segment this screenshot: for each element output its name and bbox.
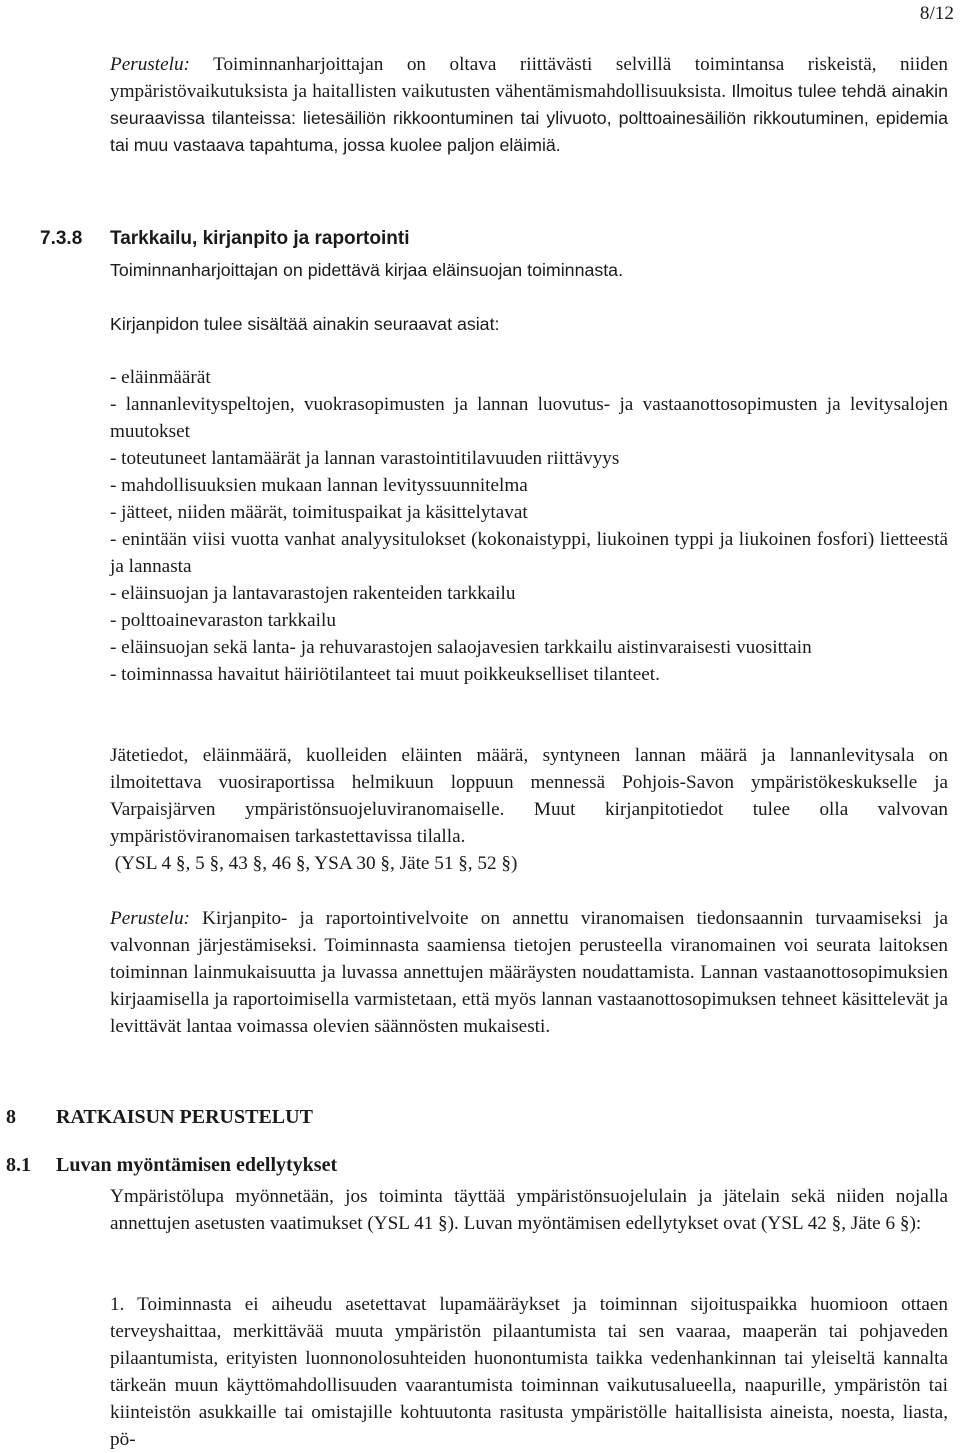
record-keeping-list	[110, 364, 948, 688]
list-item: - eläinsuojan ja lantavarastojen rakenteiden tarkkailu	[110, 583, 516, 604]
perustelu-label: Perustelu:	[110, 908, 190, 929]
list-item: - lannanlevityspeltojen, vuokrasopimusten ja lannan luovutus- ja vastaanottosopimusten ja levitysalojen muutokset	[110, 394, 948, 442]
page-number: 8/12	[919, 3, 954, 24]
list-item: - eläinmäärät	[110, 367, 211, 388]
legal-reference: (YSL 4 §, 5 §, 43 §, 46 §, YSA 30 §, Jäte 51 §, 52 §)	[110, 853, 518, 874]
list-item: - mahdollisuuksien mukaan lannan levityssuunnitelma	[110, 475, 528, 496]
perustelu-text: Toiminnanharjoittajan on oltava riittävästi selvillä toimintansa riskeistä, niiden ympäristövaikutuksista ja haitallisten vaikutusten vähentämismahdollisuuksista.	[110, 54, 948, 102]
paragraph-perustelu-reporting	[110, 905, 948, 1040]
perustelu-label: Perustelu:	[110, 54, 190, 75]
section-title: Luvan myöntämisen edellytykset	[56, 1154, 338, 1176]
section-number: 8.1	[6, 1154, 31, 1176]
list-item: - eläinsuojan sekä lanta- ja rehuvarastojen salaojavesien tarkkailu aistinvaraisesti vuosittain	[110, 637, 812, 658]
section-heading-7-3-8	[40, 223, 409, 252]
waste-data-paragraph: Jätetiedot, eläinmäärä, kuolleiden eläinten määrä, syntyneen lannan määrä ja lannanlevitysala on ilmoitettava vuosiraportissa helmikuun loppuun mennessä Pohjois-Savon ympäristökeskukselle ja Varpaisjärven ympäristönsuojeluviranomaiselle. Muut kirjanpitotiedot tulee olla valvovan ympäristöviranomaisen tarkastettavissa tilalla.	[110, 745, 948, 847]
list-item: - toteutuneet lantamäärät ja lannan varastointitilavuuden riittävyys	[110, 448, 620, 469]
list-item: - enintään viisi vuotta vanhat analyysitulokset (kokonaistyppi, liukoinen typpi ja liukoinen fosfori) lietteestä ja lannasta	[110, 529, 948, 577]
paragraph-perustelu-risks	[110, 51, 948, 159]
record-keeping-intro: Toiminnanharjoittajan on pidettävä kirjaa eläinsuojan toiminnasta.	[110, 260, 624, 280]
section-heading-8-1	[6, 1152, 337, 1179]
section-title: RATKAISUN PERUSTELUT	[56, 1106, 313, 1128]
section-number: 7.3.8	[40, 228, 83, 249]
record-keeping-lead: Kirjanpidon tulee sisältää ainakin seuraavat asiat:	[110, 314, 500, 334]
list-item: - jätteet, niiden määrät, toimituspaikat ja käsittelytavat	[110, 502, 528, 523]
section-title: Tarkkailu, kirjanpito ja raportointi	[110, 228, 410, 249]
list-item: - toiminnassa havaitut häiriötilanteet tai muut poikkeukselliset tilanteet.	[110, 664, 660, 685]
notification-text: Ilmoitus tulee tehdä ainakin seuraavissa tilanteissa: lietesäiliön rikkoontuminen tai ylivuoto, polttoainesäiliön rikkoutuminen, epidemia tai muu vastaava tapahtuma, jossa kuolee paljon eläimiä.	[110, 81, 948, 155]
permit-conditions-paragraph: Ympäristölupa myönnetään, jos toiminta täyttää ympäristönsuojelulain ja jätelain sekä niiden nojalla annettujen asetusten vaatimukset (YSL 41 §). Luvan myöntämisen edellytykset ovat (YSL 42 §, Jäte 6 §):	[110, 1186, 948, 1234]
section-heading-8	[6, 1104, 313, 1131]
list-item: - polttoainevaraston tarkkailu	[110, 610, 336, 631]
section-number: 8	[6, 1106, 16, 1128]
permit-condition-item-1: 1. Toiminnasta ei aiheudu asetettavat lupamääräykset ja toiminnan sijoituspaikka huomioon ottaen terveyshaittaa, merkittävää muuta ympäristön pilaantumista tai sen vaaraa, maaperän tai pohjaveden pilaantumista, erityisten luonnonolosuhteiden huonontumista taikka vedenhankinnan tai yleiseltä kannalta tärkeän muun käyttömahdollisuuden vaarantumista toiminnan vaikutusalueella, naapurille, ympäristön tai kiinteistön asukkaille tai omistajille kohtuutonta rasitusta ympäristölle haitallisista aineista, noesta, liasta, pö-	[110, 1294, 948, 1450]
perustelu-text: Kirjanpito- ja raportointivelvoite on annettu viranomaisen tiedonsaannin turvaamiseksi ja valvonnan järjestämiseksi. Toiminnasta saamiensa tietojen perusteella viranomainen voi seurata laitoksen toiminnan lainmukaisuutta ja luvassa annettujen määräysten noudattamista. Lannan vastaanottosopimuksien kirjaamisella ja raportoimisella varmistetaan, että myös lannan vastaanottosopimuksen tehneet käsittelevät ja levittävät lantaa voimassa olevien säännösten mukaisesti.	[110, 908, 948, 1037]
